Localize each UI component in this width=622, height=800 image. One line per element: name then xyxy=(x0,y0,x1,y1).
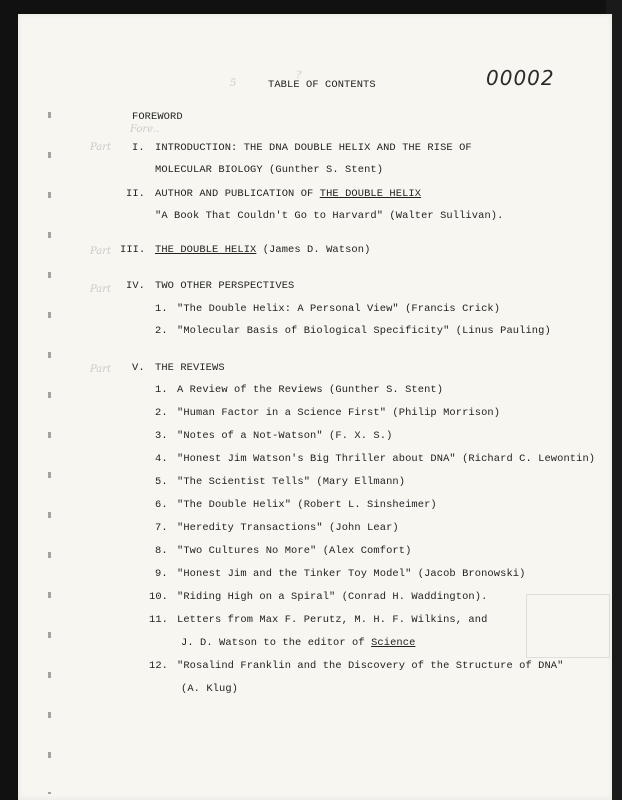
list-number: 12. xyxy=(149,660,169,672)
list-item: "Riding High on a Spiral" (Conrad H. Waddington). xyxy=(177,591,488,603)
pencil-mark: 5 xyxy=(230,78,237,89)
list-number: 7. xyxy=(155,522,168,534)
list-item: "Honest Jim and the Tinker Toy Model" (Jacob Bronowski) xyxy=(177,568,526,580)
list-number: 4. xyxy=(155,453,168,465)
list-number: 1. xyxy=(155,303,168,315)
section-title: INTRODUCTION: THE DNA DOUBLE HELIX AND THE RISE OF xyxy=(155,142,472,154)
list-number: 6. xyxy=(155,499,168,511)
list-item: "Rosalind Franklin and the Discovery of the Structure of DNA" xyxy=(177,660,564,672)
list-item: Letters from Max F. Perutz, M. H. F. Wilkins, and xyxy=(177,614,488,626)
book-title: THE DOUBLE HELIX xyxy=(155,244,257,256)
list-number: 3. xyxy=(155,430,168,442)
archive-stamp-number: 00002 xyxy=(486,66,555,90)
section-title-cont: "A Book That Couldn't Go to Harvard" (Walter Sullivan). xyxy=(155,210,504,222)
list-item: "Molecular Basis of Biological Specificity" (Linus Pauling) xyxy=(177,325,551,337)
section-number: II. xyxy=(126,188,146,200)
pencil-mark: Part xyxy=(90,284,112,295)
list-item: "Two Cultures No More" (Alex Comfort) xyxy=(177,545,412,557)
pencil-mark: ? xyxy=(296,70,302,81)
pencil-mark: Part xyxy=(90,142,112,153)
list-item: "The Double Helix" (Robert L. Sinsheimer) xyxy=(177,499,437,511)
list-number: 2. xyxy=(155,325,168,337)
list-number: 8. xyxy=(155,545,168,557)
section-number: III. xyxy=(120,244,146,256)
foreword-heading: FOREWORD xyxy=(132,111,183,123)
list-item: "Human Factor in a Science First" (Philip Morrison) xyxy=(177,407,501,419)
book-title: THE DOUBLE HELIX xyxy=(319,188,422,200)
document-page xyxy=(18,14,612,800)
list-number: 2. xyxy=(155,407,168,419)
list-item: "Heredity Transactions" (John Lear) xyxy=(177,522,399,534)
section-title: THE REVIEWS xyxy=(155,362,225,374)
section-title: AUTHOR AND PUBLICATION OF THE DOUBLE HELIX xyxy=(155,188,422,200)
section-number: I. xyxy=(132,142,145,154)
section-title: TWO OTHER PERSPECTIVES xyxy=(155,280,295,292)
list-number: 1. xyxy=(155,384,168,396)
list-number: 11. xyxy=(149,614,169,626)
list-number: 10. xyxy=(149,591,169,603)
list-item: A Review of the Reviews (Gunther S. Stent) xyxy=(177,384,444,396)
pencil-mark: Part xyxy=(90,364,112,375)
section-number: V. xyxy=(132,362,145,374)
pencil-mark: Fore.. xyxy=(130,124,160,135)
pencil-mark: Part xyxy=(90,246,112,257)
list-item-cont: J. D. Watson to the editor of Science xyxy=(181,637,416,649)
binding-holes xyxy=(48,94,51,794)
list-item: "The Scientist Tells" (Mary Ellmann) xyxy=(177,476,406,488)
section-title: THE DOUBLE HELIX (James D. Watson) xyxy=(155,244,371,256)
list-item: "Honest Jim Watson's Big Thriller about DNA" (Richard C. Lewontin) xyxy=(177,453,596,465)
section-number: IV. xyxy=(126,280,146,292)
list-item: "The Double Helix: A Personal View" (Francis Crick) xyxy=(177,303,501,315)
section-title-cont: MOLECULAR BIOLOGY (Gunther S. Stent) xyxy=(155,164,384,176)
list-number: 5. xyxy=(155,476,168,488)
journal-title: Science xyxy=(371,637,416,649)
list-number: 9. xyxy=(155,568,168,580)
list-item-cont: (A. Klug) xyxy=(181,683,239,695)
faint-sticker xyxy=(526,594,610,658)
page-title: TABLE OF CONTENTS xyxy=(268,79,376,91)
list-item: "Notes of a Not-Watson" (F. X. S.) xyxy=(177,430,393,442)
